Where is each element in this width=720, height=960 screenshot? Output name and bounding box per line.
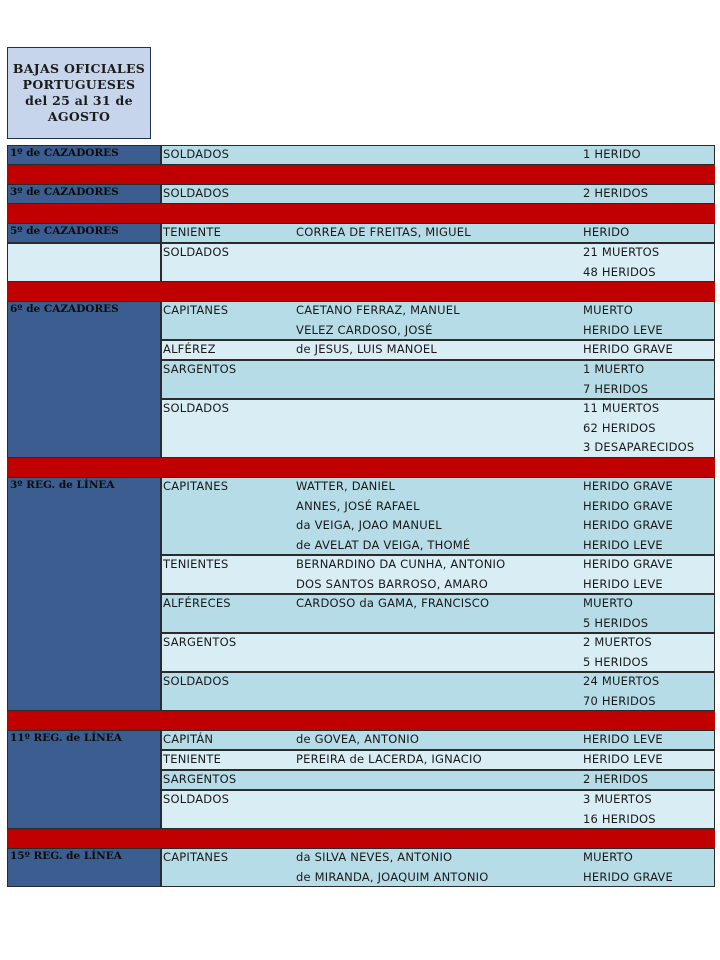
unit-name-cell: 5º de CAZADORES [7,223,161,243]
unit-name-cell: 6º de CAZADORES [7,301,161,458]
document-title: BAJAS OFICIALES PORTUGUESES del 25 al 31 de AGOSTO [7,47,151,139]
casualty-result: HERIDO LEVE [583,322,663,337]
rank-label: CAPITANES [163,850,229,864]
casualty-result: MUERTO [583,850,634,864]
rank-label: SOLDADOS [163,674,230,688]
casualty-result: 1 MUERTO [583,362,645,376]
rank-label: SOLDADOS [163,792,230,806]
officer-name: de AVELAT DA VEIGA, THOMÉ [296,537,471,552]
rank-label: TENIENTE [163,225,222,239]
officer-name: de GOVEA, ANTONIO [296,732,420,746]
casualty-result: HERIDO LEVE [583,752,663,766]
officer-name: CAETANO FERRAZ, MANUEL [296,303,460,317]
rank-label: CAPITANES [163,479,229,493]
casualty-result: 62 HERIDOS [583,420,656,435]
casualty-result: HERIDO GRAVE [583,518,673,533]
casualty-result: HERIDO LEVE [583,576,663,591]
officer-name: PEREIRA de LACERDA, IGNACIO [296,752,482,766]
rank-label: TENIENTE [163,752,222,766]
unit-name-cell: 3º de CAZADORES [7,184,161,204]
casualty-result: HERIDO LEVE [583,732,663,746]
casualty-result: 3 DESAPARECIDOS [583,440,695,455]
rank-label: CAPITÁN [163,732,214,746]
rank-label: SOLDADOS [163,245,230,259]
casualty-result: 2 MUERTOS [583,635,652,649]
rank-label: SOLDADOS [163,401,230,415]
casualty-result: 16 HERIDOS [583,811,656,826]
officer-name: BERNARDINO DA CUNHA, ANTONIO [296,557,506,571]
casualty-result: MUERTO [583,303,634,317]
casualty-result: 1 HERIDO [583,147,641,161]
officer-name: DOS SANTOS BARROSO, AMARO [296,576,489,591]
officer-name: WATTER, DANIEL [296,479,396,493]
officer-name: de MIRANDA, JOAQUIM ANTONIO [296,869,489,884]
casualty-result: HERIDO GRAVE [583,557,673,571]
casualty-result: 24 MUERTOS [583,674,660,688]
casualty-result: 21 MUERTOS [583,245,660,259]
casualty-result: 7 HERIDOS [583,381,649,396]
casualty-result: HERIDO GRAVE [583,869,673,884]
rank-label: TENIENTES [163,557,229,571]
red-separator [7,829,715,848]
rank-label: SARGENTOS [163,362,237,376]
rank-label: ALFÉRECES [163,596,231,610]
casualty-result: 2 HERIDOS [583,772,649,786]
casualty-result: 2 HERIDOS [583,186,649,200]
red-separator [7,165,715,184]
rank-label: SOLDADOS [163,147,230,161]
red-separator [7,458,715,477]
officer-name: VELEZ CARDOSO, JOSÉ [296,322,433,337]
rank-label: SARGENTOS [163,772,237,786]
casualty-result: 3 MUERTOS [583,792,652,806]
officer-name: da SILVA NEVES, ANTONIO [296,850,453,864]
rank-label: SOLDADOS [163,186,230,200]
unit-name-cell: 15º REG. de LÍNEA [7,848,161,887]
rank-label: ALFÉREZ [163,342,216,356]
red-separator [7,204,715,223]
red-separator [7,282,715,301]
officer-name: de JESUS, LUIS MANOEL [296,342,437,356]
casualty-result: 11 MUERTOS [583,401,660,415]
rank-label: SARGENTOS [163,635,237,649]
unit-name-cell: 1º de CAZADORES [7,145,161,165]
casualty-result: 5 HERIDOS [583,654,649,669]
casualty-result: 5 HERIDOS [583,615,649,630]
casualty-result: HERIDO [583,225,630,239]
casualty-result: HERIDO GRAVE [583,498,673,513]
officer-name: CORREA DE FREITAS, MIGUEL [296,225,471,239]
unit-name-empty-cell [7,243,161,282]
rank-label: CAPITANES [163,303,229,317]
casualty-result: HERIDO LEVE [583,537,663,552]
officer-name: da VEIGA, JOAO MANUEL [296,518,442,533]
officer-name: ANNES, JOSÉ RAFAEL [296,498,420,513]
casualty-result: 48 HERIDOS [583,264,656,279]
casualty-result: HERIDO GRAVE [583,342,673,356]
unit-name-cell: 11º REG. de LÍNEA [7,730,161,829]
officer-name: CARDOSO da GAMA, FRANCISCO [296,596,490,610]
casualty-result: HERIDO GRAVE [583,479,673,493]
red-separator [7,711,715,730]
unit-name-cell: 3º REG. de LÍNEA [7,477,161,711]
casualty-result: 70 HERIDOS [583,693,656,708]
casualty-result: MUERTO [583,596,634,610]
